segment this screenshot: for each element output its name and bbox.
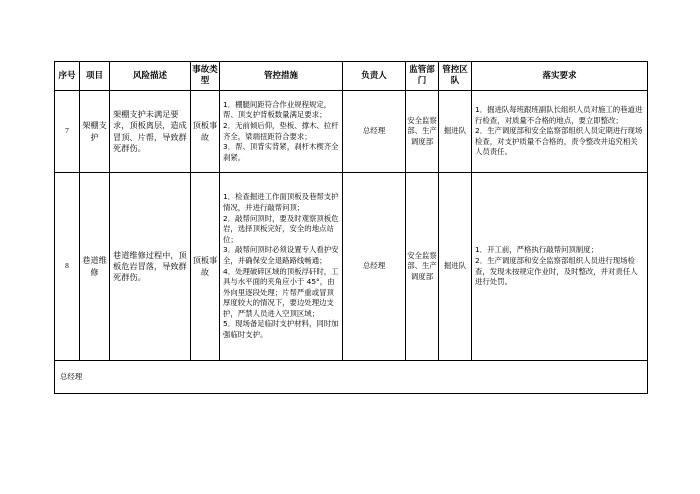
table-row — [55, 91, 648, 173]
risk-control-table — [54, 61, 648, 394]
header-owner: 负责人 — [343, 62, 406, 91]
header-no: 序号 — [55, 62, 80, 91]
row-requirements — [472, 173, 648, 361]
measure-item: 1．检查掘进工作面顶板及巷帮支护情况，并进行敲帮问顶； — [223, 192, 339, 212]
header-requirements: 落实要求 — [472, 62, 648, 91]
requirement-item: 2．生产调度部和安全监察部组织人员进行现场检查，发现未按规定作业时，及时整改，并对责任人进行处罚。 — [475, 255, 638, 287]
measure-item: 3．帮、顶背实背紧，刹杆木楔齐全刹紧。 — [223, 142, 339, 162]
measure-item: 5．现场备足临时支护材料，同时加强临时支护。 — [223, 319, 339, 340]
table-row — [55, 173, 648, 361]
header-measures: 管控措施 — [220, 62, 343, 91]
row-team: 掘进队 — [439, 173, 472, 361]
measure-item: 4．处理破碎区域的顶板浮矸时，工具与水平面的夹角应小于 45°，由外向里逐段处理；片帮严重或冒顶厚度较大的情况下，要边处理边支护，严禁人员进入空顶区域； — [223, 266, 339, 318]
footer-row — [55, 361, 648, 394]
row-accident-type: 顶板事故 — [191, 91, 220, 173]
row-risk: 巷道维修过程中，顶板危岩冒落，导致群死群伤。 — [110, 173, 191, 361]
footer-signature: 总经理 — [55, 361, 648, 394]
row-number: 7 — [55, 91, 80, 173]
header-supervisor: 监管部门 — [406, 62, 439, 91]
header-item: 项目 — [80, 62, 110, 91]
requirement-item: 1．开工前，严格执行敲帮问顶制度； — [475, 245, 598, 255]
row-supervisor: 安全监察部、生产调度部 — [406, 173, 439, 361]
header-risk: 风险描述 — [110, 62, 191, 91]
header-team: 管控区队 — [439, 62, 472, 91]
row-team: 掘进队 — [439, 91, 472, 173]
measure-item: 1．棚腿间距符合作业规程规定，帮、顶支护背板数量满足要求； — [223, 99, 332, 120]
row-item: 巷道维修 — [80, 173, 110, 361]
requirement-item: 1．掘进队每班跟班副队长组织人员对施工的巷道进行检查，对质量不合格的地点，要立即整改； — [475, 105, 643, 125]
row-requirements — [472, 91, 648, 173]
row-item: 架棚支护 — [80, 91, 110, 173]
row-supervisor: 安全监察部、生产调度部 — [406, 91, 439, 173]
row-measures — [220, 91, 343, 173]
measure-item: 2．无前倾后仰，垫板、撑木、拉杆齐全，梁端扭距符合要求； — [223, 120, 339, 141]
measure-item: 3．敲帮问顶时必须设置专人看护安全，并确保安全退路路线畅通； — [223, 245, 339, 265]
row-number: 8 — [55, 173, 80, 361]
row-risk: 架棚支护未满足要求，顶板离层，造成冒顶、片帮，导致群死群伤。 — [110, 91, 191, 173]
row-owner: 总经理 — [343, 91, 406, 173]
measure-item: 2．敲帮问顶时，要及时观察顶板危岩，选择顶板完好，安全的地点站位； — [223, 213, 339, 244]
row-accident-type: 顶板事故 — [191, 173, 220, 361]
requirement-item: 2．生产调度部和安全监察部组织人员定期进行现场检查，对支护质量不合格的，责令整改并追究相关人员责任。 — [475, 126, 643, 157]
header-row — [55, 62, 648, 91]
row-measures — [220, 173, 343, 361]
row-owner: 总经理 — [343, 173, 406, 361]
header-accident: 事故类型 — [191, 62, 220, 91]
